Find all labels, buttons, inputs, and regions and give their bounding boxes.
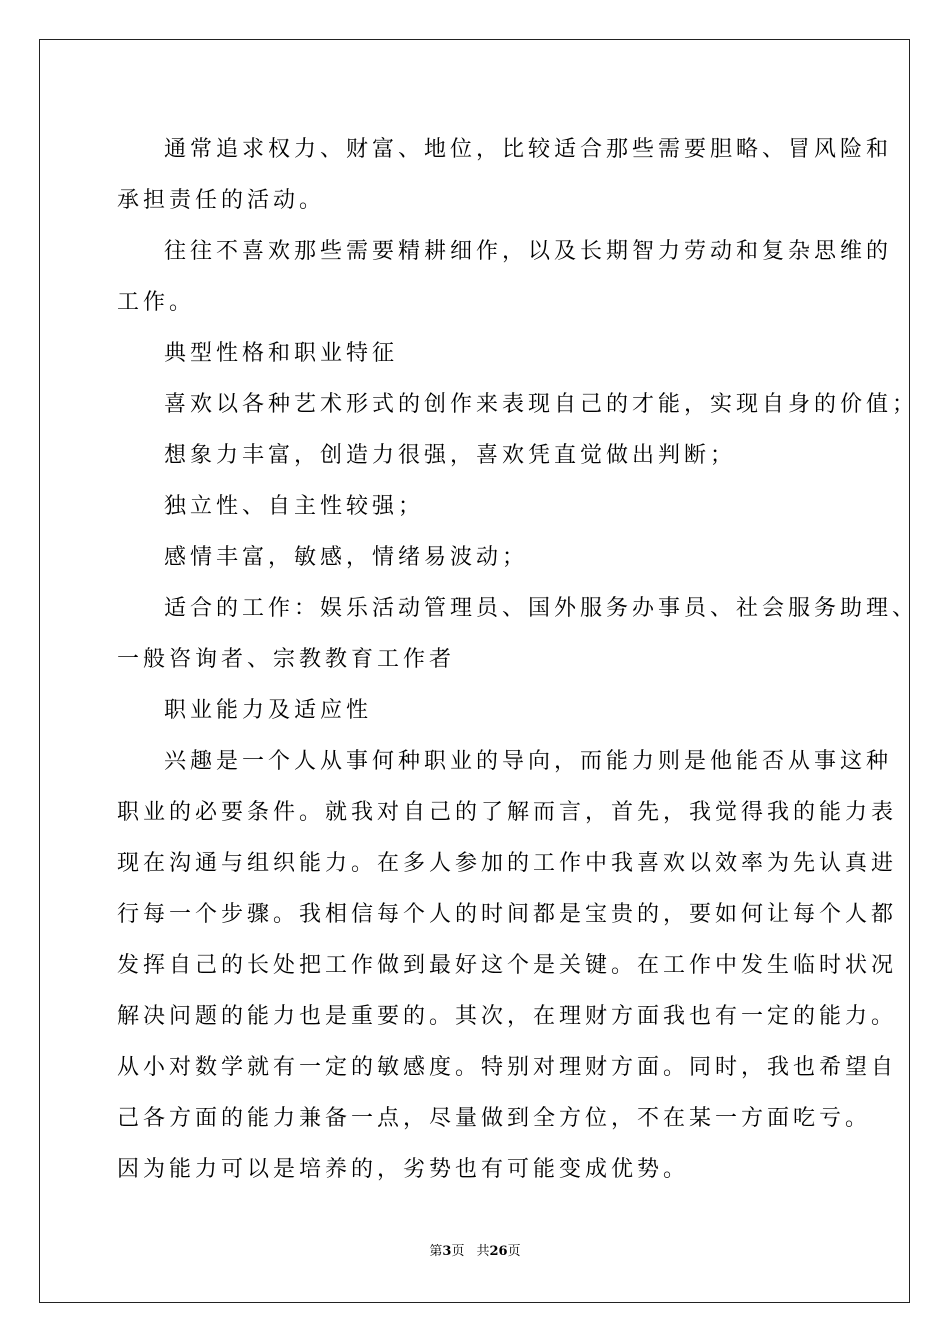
text-line: 因为能力可以是培养的，劣势也有可能变成优势。 — [117, 1157, 690, 1182]
document-body — [117, 124, 919, 1195]
text-line: 喜欢以各种艺术形式的创作来表现自己的才能，实现自身的价值； — [164, 392, 919, 417]
text-line: 适合的工作：娱乐活动管理员、国外服务办事员、社会服务助理、 — [164, 596, 919, 621]
text-line: 现在沟通与组织能力。在多人参加的工作中我喜欢以效率为先认真进 — [117, 851, 898, 876]
text-line: 解决问题的能力也是重要的。其次，在理财方面我也有一定的能力。 — [117, 1004, 898, 1029]
text-line: 职业的必要条件。就我对自己的了解而言，首先，我觉得我的能力表 — [117, 800, 898, 825]
text-line: 行每一个步骤。我相信每个人的时间都是宝贵的，要如何让每个人都 — [117, 902, 898, 927]
page-number-prefix: 第 — [429, 1244, 443, 1259]
text-line: 通常追求权力、财富、地位，比较适合那些需要胆略、冒风险和 — [164, 137, 893, 162]
page-number-current: 3 — [442, 1244, 452, 1259]
text-line: 发挥自己的长处把工作做到最好这个是关键。在工作中发生临时状况 — [117, 953, 898, 978]
text-line: 兴趣是一个人从事何种职业的导向，而能力则是他能否从事这种 — [164, 749, 893, 774]
text-line: 一般咨询者、宗教教育工作者 — [117, 647, 456, 672]
text-line: 职业能力及适应性 — [164, 698, 373, 723]
text-line: 感情丰富，敏感，情绪易波动； — [164, 545, 529, 570]
text-line: 从小对数学就有一定的敏感度。特别对理财方面。同时，我也希望自 — [117, 1055, 898, 1080]
page-footer — [0, 1243, 950, 1261]
text-line: 典型性格和职业特征 — [164, 341, 399, 366]
text-line: 独立性、自主性较强； — [164, 494, 425, 519]
text-line: 工作。 — [117, 290, 196, 315]
page-total-count: 26 — [489, 1244, 508, 1259]
page-total-prefix: 共 — [476, 1244, 490, 1259]
text-line: 想象力丰富，创造力很强，喜欢凭直觉做出判断； — [164, 443, 737, 468]
page-total-suffix: 页 — [507, 1244, 521, 1259]
text-line: 往往不喜欢那些需要精耕细作，以及长期智力劳动和复杂思维的 — [164, 239, 893, 264]
page-number-suffix: 页 — [451, 1244, 465, 1259]
text-line: 己各方面的能力兼备一点，尽量做到全方位，不在某一方面吃亏。 — [117, 1106, 872, 1131]
text-line: 承担责任的活动。 — [117, 188, 326, 213]
